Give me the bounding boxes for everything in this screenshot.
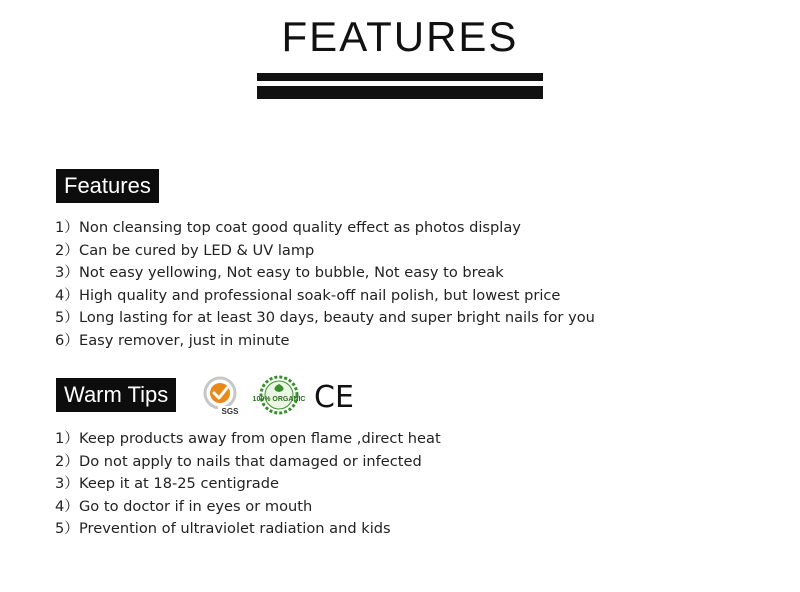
sgs-badge-icon	[200, 375, 244, 415]
item-text: Prevention of ultraviolet radiation and kids	[79, 520, 391, 538]
item-number: 2）	[55, 452, 79, 470]
list-item	[55, 217, 595, 240]
item-text: Keep it at 18-25 centigrade	[79, 475, 279, 493]
item-text: Do not apply to nails that damaged or infected	[79, 452, 422, 470]
list-item	[55, 496, 441, 519]
list-item	[55, 451, 441, 474]
page-title: FEATURES	[281, 13, 519, 60]
item-text: Keep products away from open flame ,direct heat	[79, 430, 441, 447]
list-item	[55, 240, 595, 263]
item-number: 5）	[55, 309, 79, 327]
ce-mark-icon	[312, 375, 356, 415]
item-text: Go to doctor if in eyes or mouth	[79, 497, 313, 515]
item-number: 4）	[55, 497, 79, 515]
ce-text: CE	[314, 380, 354, 415]
item-number: 2）	[55, 241, 79, 259]
sgs-text: SGS	[221, 407, 239, 416]
title-divider-thin	[257, 73, 543, 81]
item-text: Not easy yellowing, Not easy to bubble, Not easy to break	[79, 264, 504, 282]
item-text: Non cleansing top coat good quality effect as photos display	[79, 219, 521, 236]
warm-tips-list	[55, 428, 441, 541]
list-item	[55, 285, 595, 308]
list-item	[55, 428, 441, 451]
features-label: Features	[56, 169, 159, 203]
warm-tips-label: Warm Tips	[56, 378, 176, 412]
item-number: 4）	[55, 286, 79, 304]
item-text: Can be cured by LED & UV lamp	[79, 241, 315, 259]
item-number: 5）	[55, 520, 79, 538]
organic-badge-icon	[252, 375, 306, 415]
title-divider-thick	[257, 86, 543, 99]
item-number: 3）	[55, 264, 79, 282]
item-number: 3）	[55, 475, 79, 493]
organic-text: 100% ORGANIC	[252, 396, 306, 403]
list-item	[55, 262, 595, 285]
item-number: 1）	[55, 219, 79, 236]
list-item	[55, 518, 441, 541]
item-text: Easy remover, just in minute	[79, 331, 290, 349]
item-number: 6）	[55, 331, 79, 349]
list-item	[55, 330, 595, 353]
list-item	[55, 473, 441, 496]
features-list	[55, 217, 595, 353]
item-text: High quality and professional soak-off nail polish, but lowest price	[79, 286, 561, 304]
list-item	[55, 307, 595, 330]
item-number: 1）	[55, 430, 79, 447]
item-text: Long lasting for at least 30 days, beauty and super bright nails for you	[79, 309, 595, 327]
